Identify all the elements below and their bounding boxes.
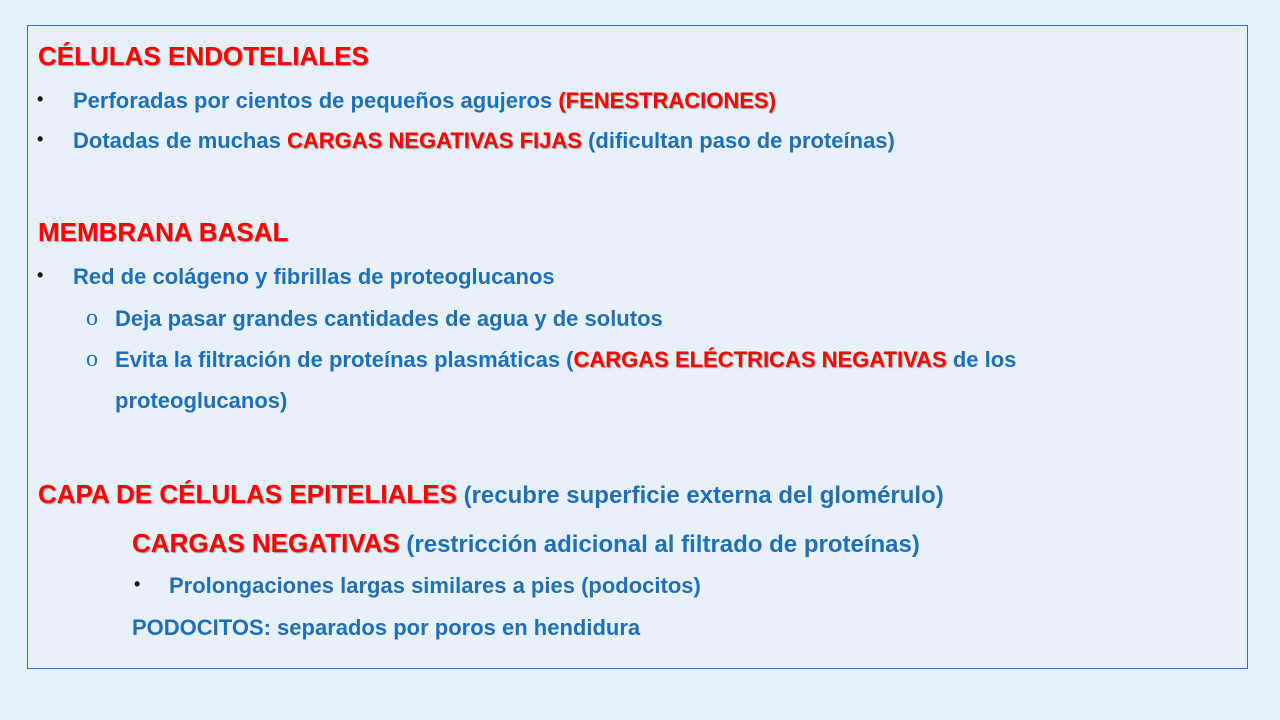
bullet-red-colageno: Red de colágeno y fibrillas de proteoglucanos xyxy=(73,264,555,289)
bullet-icon: • xyxy=(37,265,44,285)
line-podocitos-poros: PODOCITOS: separados por poros en hendidura xyxy=(132,615,641,640)
sub-bullet-continuation: proteoglucanos) xyxy=(115,388,288,413)
bullet-icon: • xyxy=(37,89,44,109)
sub-bullet-icon: o xyxy=(86,346,98,372)
bullet-fenestraciones: Perforadas por cientos de pequeños agujeros (FENESTRACIONES) xyxy=(73,88,776,113)
sub-bullet-agua-solutos: Deja pasar grandes cantidades de agua y de solutos xyxy=(115,306,663,331)
heading-capa-celulas-epiteliales: CAPA DE CÉLULAS EPITELIALES (recubre superficie externa del glomérulo) xyxy=(38,479,944,509)
bullet-cargas-negativas-fijas: Dotadas de muchas CARGAS NEGATIVAS FIJAS (dificultan paso de proteínas) xyxy=(73,128,895,153)
subheading-cargas-negativas: CARGAS NEGATIVAS (restricción adicional al filtrado de proteínas) xyxy=(132,528,920,558)
bullet-icon: • xyxy=(134,574,141,594)
sub-bullet-icon: o xyxy=(86,305,98,331)
sub-bullet-filtracion-proteinas: Evita la filtración de proteínas plasmáticas (CARGAS ELÉCTRICAS NEGATIVAS de los xyxy=(115,347,1017,372)
heading-membrana-basal: MEMBRANA BASAL xyxy=(38,217,289,247)
bullet-prolongaciones-podocitos: Prolongaciones largas similares a pies (podocitos) xyxy=(169,573,701,598)
bullet-icon: • xyxy=(37,129,44,149)
heading-celulas-endoteliales: CÉLULAS ENDOTELIALES xyxy=(38,41,369,71)
